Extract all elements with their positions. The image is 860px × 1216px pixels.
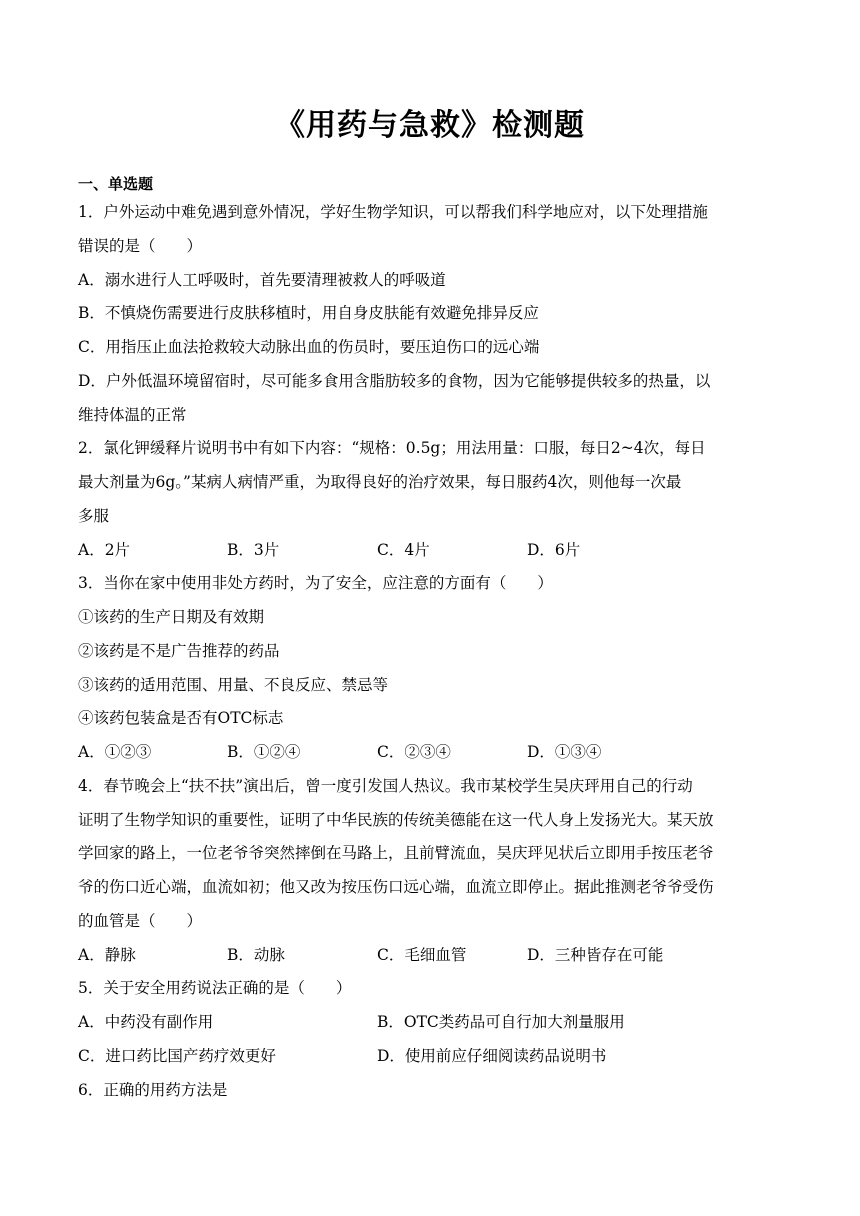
- question-3-option-d: D．①③④: [527, 743, 602, 761]
- section-heading: 一、单选题: [78, 175, 154, 193]
- question-3-stem: 3．当你在家中使用非处方药时，为了安全，应注意的方面有（ ）: [78, 574, 553, 592]
- question-3-statement-2: ②该药是不是广告推荐的药品: [78, 642, 280, 660]
- question-6-stem: 6．正确的用药方法是: [78, 1081, 228, 1099]
- question-3-option-a: A．①②③: [78, 743, 152, 761]
- question-3-option-c: C．②③④: [377, 743, 451, 761]
- question-4-option-a: A．静脉: [78, 946, 136, 964]
- question-2-option-a: A．2片: [78, 541, 131, 559]
- question-1-stem-line-2: 错误的是（ ）: [78, 237, 203, 255]
- question-2-option-d: D．6片: [527, 541, 581, 559]
- page-title: 《用药与急救》检测题: [275, 108, 585, 143]
- question-4-option-c: C．毛细血管: [377, 946, 467, 964]
- question-4-stem-line-1: 4．春节晚会上“扶不扶”演出后，曾一度引发国人热议。我市某校学生吴庆玶用自己的行动: [78, 777, 693, 795]
- question-1-option-a: A．溺水进行人工呼吸时，首先要清理被救人的呼吸道: [78, 271, 446, 289]
- question-1-option-b: B．不慎烧伤需要进行皮肤移植时，用自身皮肤能有效避免排异反应: [78, 304, 539, 322]
- question-4-stem-line-3: 学回家的路上，一位老爷爷突然摔倒在马路上，且前臂流血，吴庆玶见状后立即用手按压老爷: [78, 844, 714, 862]
- question-2-option-c: C．4片: [377, 541, 430, 559]
- question-1-option-c: C．用指压止血法抢救较大动脉出血的伤员时，要压迫伤口的远心端: [78, 338, 540, 356]
- question-5-option-c: C．进口药比国产药疗效更好: [78, 1047, 276, 1065]
- question-4-option-b: B．动脉: [227, 946, 285, 964]
- question-2-option-b: B．3片: [227, 541, 280, 559]
- question-1-option-d-line-2: 维持体温的正常: [78, 406, 187, 424]
- question-1-option-d-line-1: D．户外低温环境留宿时，尽可能多食用含脂肪较多的食物，因为它能够提供较多的热量，以: [78, 372, 711, 390]
- question-3-statement-3: ③该药的适用范围、用量、不良反应、禁忌等: [78, 676, 389, 694]
- question-4-stem-line-5: 的血管是（ ）: [78, 912, 203, 930]
- question-5-stem: 5．关于安全用药说法正确的是（ ）: [78, 979, 352, 997]
- question-3-option-b: B．①②④: [227, 743, 301, 761]
- question-2-stem-line-1: 2．氯化钾缓释片说明书中有如下内容：“规格：0.5g；用法用量：口服，每日2~4次，每日: [78, 439, 706, 457]
- question-5-option-a: A．中药没有副作用: [78, 1013, 214, 1031]
- question-5-option-b: B．OTC类药品可自行加大剂量服用: [377, 1013, 625, 1031]
- question-3-statement-1: ①该药的生产日期及有效期: [78, 608, 265, 626]
- question-2-stem-line-2: 最大剂量为6g。”某病人病情严重，为取得良好的治疗效果，每日服药4次，则他每一次最: [78, 473, 682, 491]
- question-2-stem-line-3: 多服: [78, 507, 110, 525]
- question-4-stem-line-4: 爷的伤口近心端，血流如初；他又改为按压伤口远心端，血流立即停止。据此推测老爷爷受伤: [78, 878, 714, 896]
- question-4-option-d: D．三种皆存在可能: [527, 946, 664, 964]
- question-3-statement-4: ④该药包装盒是否有OTC标志: [78, 709, 284, 727]
- question-1-stem-line-1: 1．户外运动中难免遇到意外情况，学好生物学知识，可以帮我们科学地应对，以下处理措施: [78, 203, 708, 221]
- question-4-stem-line-2: 证明了生物学知识的重要性，证明了中华民族的传统美德能在这一代人身上发扬光大。某天放: [78, 811, 714, 829]
- question-5-option-d: D．使用前应仔细阅读药品说明书: [377, 1047, 607, 1065]
